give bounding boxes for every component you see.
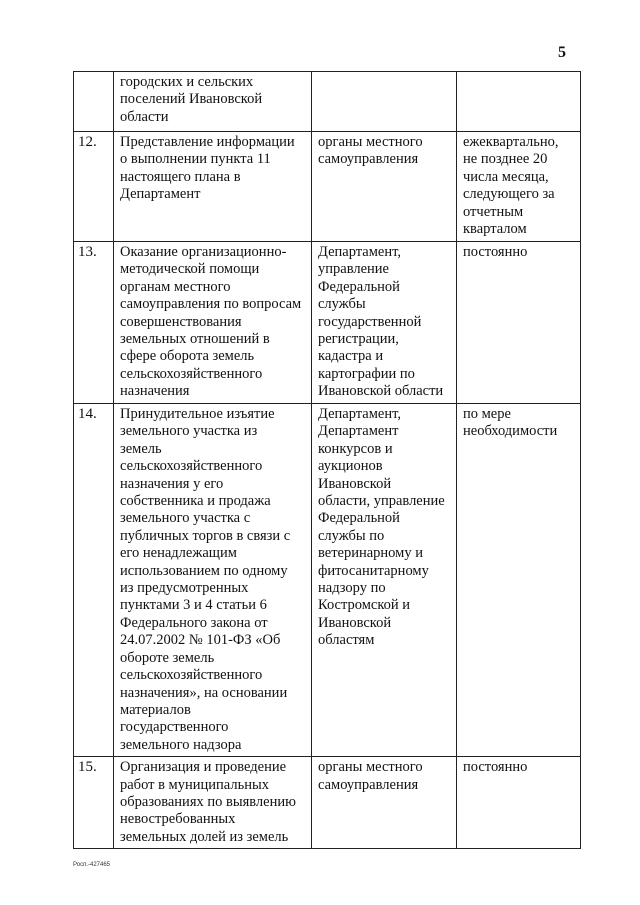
action-cell: Организация и проведение работ в муниципальных образованиях по выявлению невостребованных земельных долей из земель <box>114 757 312 849</box>
table-row <box>74 757 581 849</box>
action-cell: Принудительное изъятие земельного участка из земель сельскохозяйственного назначения у его собственника и продажа земельного участка с публичных торгов в связи с его ненадлежащим использованием по одному из предусмотренных пунктами 3 и 4 статьи 6 Федерального закона от 24.07.2002 № 101-ФЗ «Об обороте земель сельскохозяйственного назначения», на основании материалов государственного земельного надзора <box>114 404 312 757</box>
page-number: 5 <box>558 44 566 61</box>
deadline-cell: ежеквартально, не позднее 20 числа месяца, следующего за отчетным кварталом <box>457 132 581 242</box>
table-row <box>74 132 581 242</box>
table-row <box>74 404 581 757</box>
deadline-cell: постоянно <box>457 242 581 404</box>
action-cell: Представление информации о выполнении пункта 11 настоящего плана в Департамент <box>114 132 312 242</box>
row-number: 13. <box>74 242 114 404</box>
executor-cell: Департамент, управление Федеральной службы государственной регистрации, кадастра и картографии по Ивановской области <box>312 242 457 404</box>
deadline-cell: по мере необходимости <box>457 404 581 757</box>
row-number: 15. <box>74 757 114 849</box>
row-number: 14. <box>74 404 114 757</box>
executor-cell: Департамент, Департамент конкурсов и аукционов Ивановской области, управление Федеральной службы по ветеринарному и фитосанитарному надзору по Костромской и Ивановской областям <box>312 404 457 757</box>
action-cell: Оказание организационно- методической помощи органам местного самоуправления по вопросам совершенствования земельных отношений в сфере оборота земель сельскохозяйственного назначения <box>114 242 312 404</box>
row-number <box>74 72 114 132</box>
deadline-cell <box>457 72 581 132</box>
executor-cell: органы местного самоуправления <box>312 757 457 849</box>
executor-cell <box>312 72 457 132</box>
executor-cell: органы местного самоуправления <box>312 132 457 242</box>
action-cell: городских и сельских поселений Ивановской области <box>114 72 312 132</box>
deadline-cell: постоянно <box>457 757 581 849</box>
plan-table <box>73 71 581 849</box>
table-row <box>74 242 581 404</box>
row-number: 12. <box>74 132 114 242</box>
table-row <box>74 72 581 132</box>
footer-code: Росп.-427465 <box>73 862 111 868</box>
